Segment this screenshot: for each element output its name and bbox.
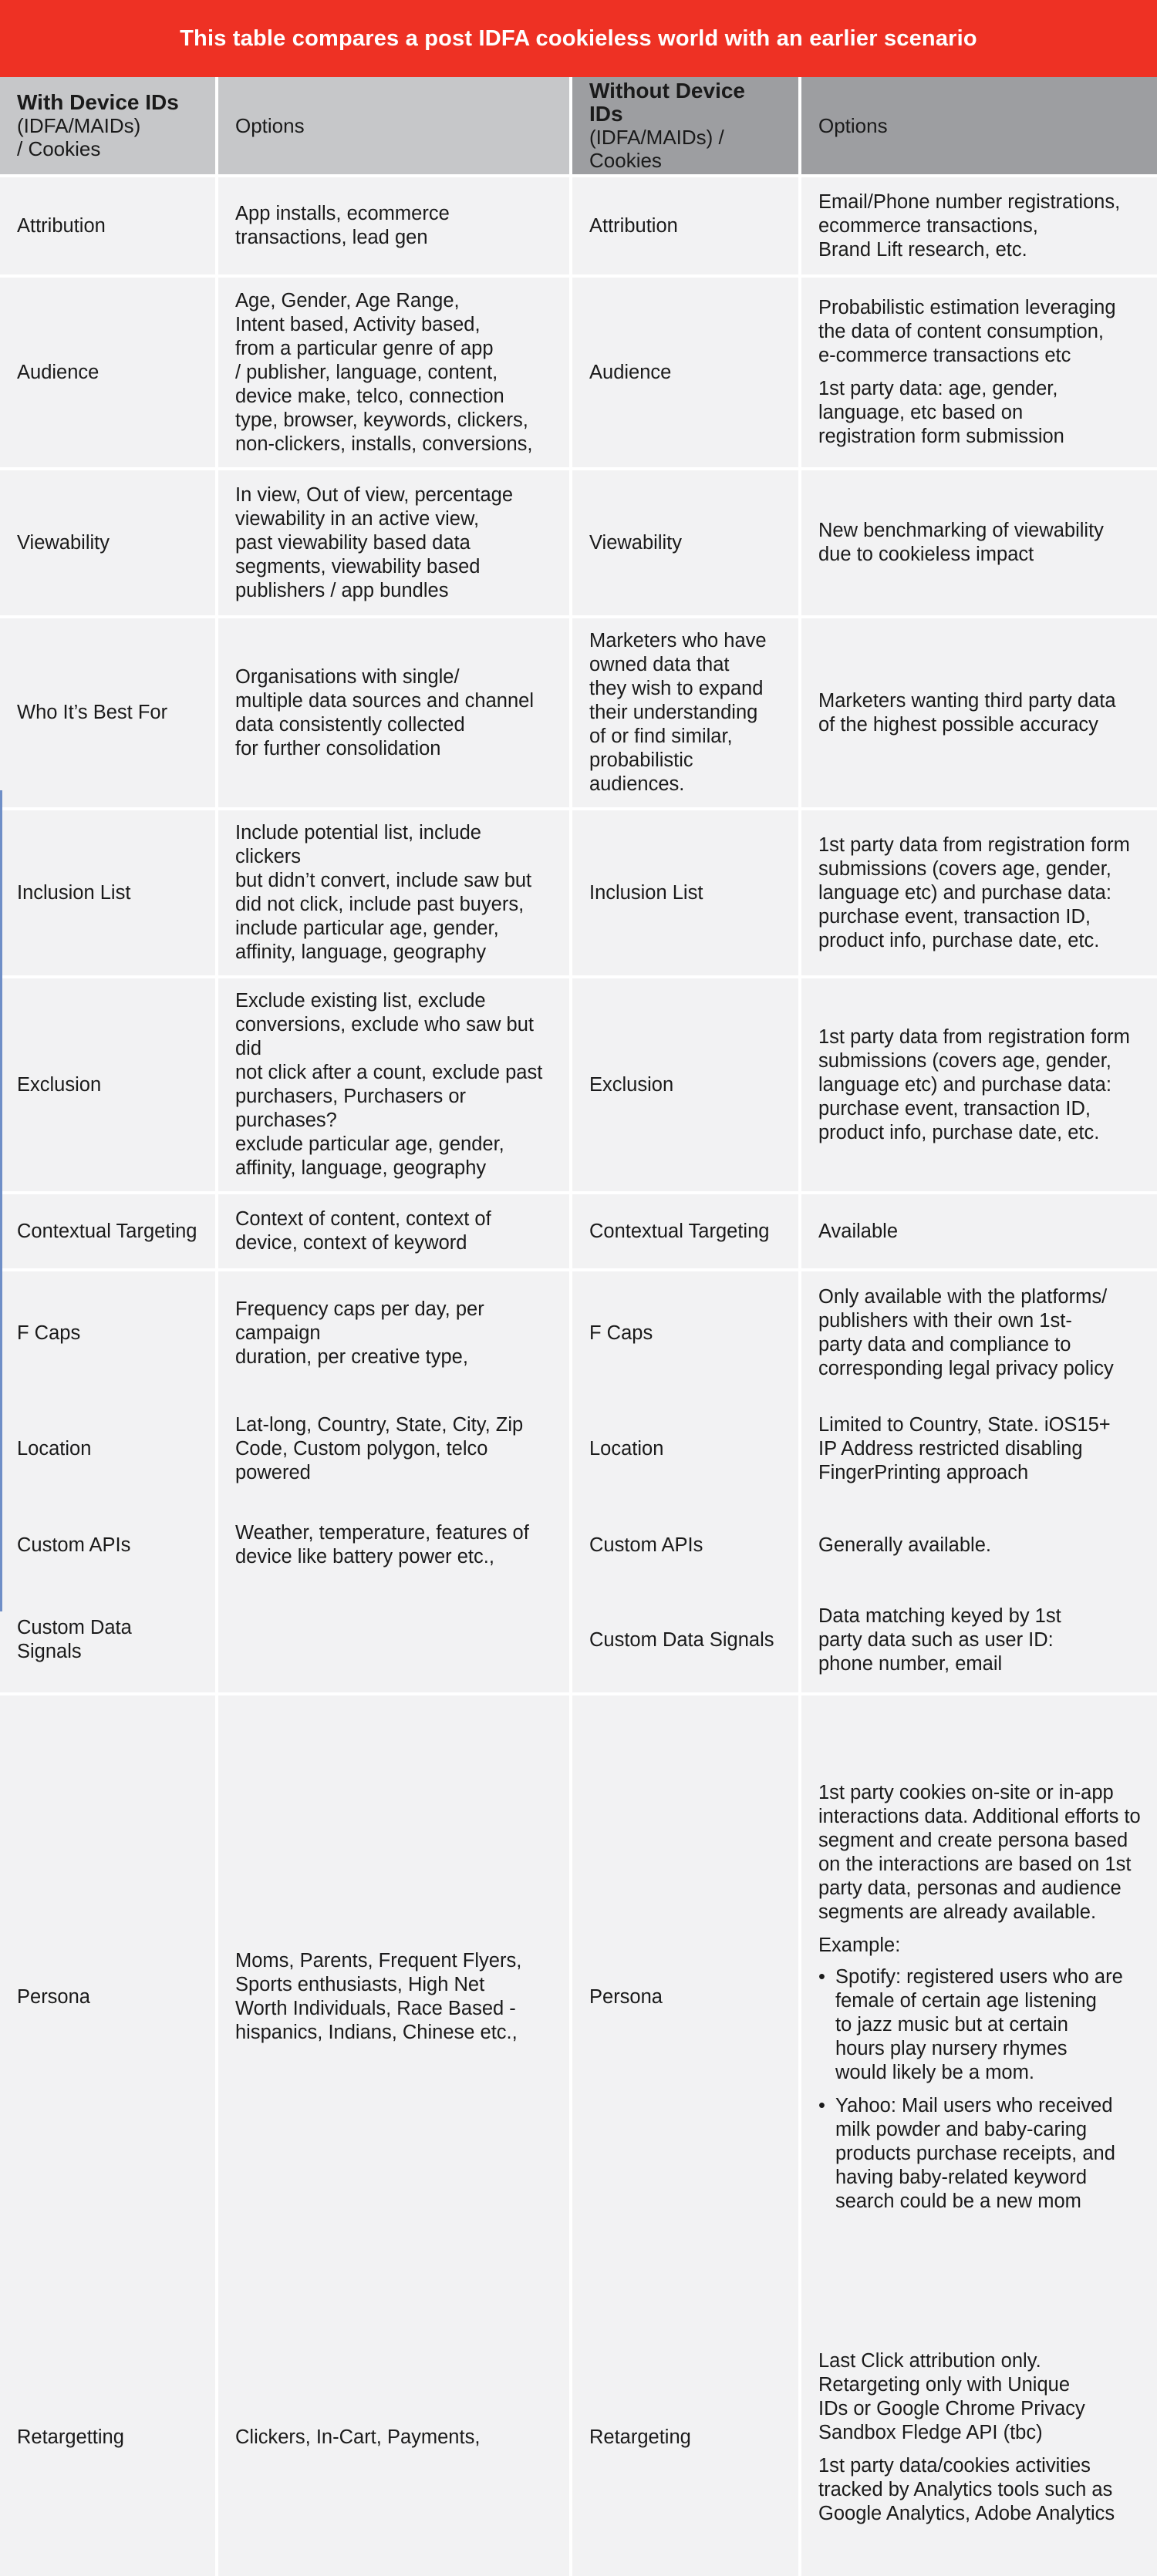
- header-with-device-ids: With Device IDs (IDFA/MAIDs) / Cookies: [0, 77, 218, 177]
- row-label-without: Exclusion: [572, 978, 801, 1194]
- row-label-without: Contextual Targeting: [572, 1194, 801, 1271]
- row-label-without: Inclusion List: [572, 810, 801, 978]
- row-label: Location: [0, 1395, 218, 1503]
- without-options-cell: Only available with the platforms/ publishers with their own 1st- party data and compliance to corresponding legal privacy policy: [801, 1271, 1157, 1395]
- header-options-without: Options: [801, 77, 1157, 177]
- without-options-cell: New benchmarking of viewability due to cookieless impact: [801, 470, 1157, 618]
- with-options-cell: In view, Out of view, percentage viewability in an active view, past viewability based data segments, viewability based publishers / app bundles: [218, 470, 572, 618]
- row-label-without: Attribution: [572, 177, 801, 278]
- with-options-cell: Exclude existing list, exclude conversions, exclude who saw but did not click after a count, exclude past purchasers, Purchasers or purchases? exclude particular age, gender, affinity, language, geography: [218, 978, 572, 1194]
- accent-line: [0, 790, 2, 1611]
- row-label: Who It’s Best For: [0, 618, 218, 810]
- without-options-cell: 1st party data from registration form submissions (covers age, gender, language etc) and purchase data: purchase event, transaction ID, product info, purchase date, etc.: [801, 810, 1157, 978]
- comparison-table: [0, 77, 1157, 2576]
- table-row-exclusion: [0, 978, 1157, 1194]
- without-options-cell: Last Click attribution only. Retargeting only with Unique IDs or Google Chrome Privacy Sandbox Fledge API (tbc) 1st party data/cookies activities tracked by Analytics tools such as Google Analytics, Adobe Analytics: [801, 2298, 1157, 2576]
- row-label-without: Persona: [572, 1695, 801, 2298]
- row-label-without: Marketers who have owned data that they wish to expand their understanding of or find similar, probabilistic audiences.: [572, 618, 801, 810]
- table-row-custom-data-signals: [0, 1588, 1157, 1695]
- row-label: Viewability: [0, 470, 218, 618]
- row-label: Audience: [0, 278, 218, 470]
- row-label: Contextual Targeting: [0, 1194, 218, 1271]
- without-options-cell: 1st party cookies on-site or in-app interactions data. Additional efforts to segment and create persona based on the interactions are based on 1st party data, personas and audience segments are already available. Example: • Spotify: registered users who are female of certain age listening to jazz music but at certain hours play nursery rhymes would likely be a mom. • Yahoo: Mail users who received milk powder and baby-caring products purchase receipts, and having baby-related keyword search could be a new mom: [801, 1695, 1157, 2298]
- table-row-viewability: [0, 470, 1157, 618]
- table-row-persona: [0, 1695, 1157, 2298]
- row-label-without: Location: [572, 1395, 801, 1503]
- with-options-cell: Context of content, context of device, context of keyword: [218, 1194, 572, 1271]
- row-label-without: F Caps: [572, 1271, 801, 1395]
- with-options-cell: [218, 1588, 572, 1695]
- row-label-without: Custom Data Signals: [572, 1588, 801, 1695]
- row-label: Retargetting: [0, 2298, 218, 2576]
- without-options-cell: Email/Phone number registrations, ecommerce transactions, Brand Lift research, etc.: [801, 177, 1157, 278]
- with-options-cell: Lat-long, Country, State, City, Zip Code, Custom polygon, telco powered: [218, 1395, 572, 1503]
- with-options-cell: Frequency caps per day, per campaign duration, per creative type,: [218, 1271, 572, 1395]
- table-row-inclusion-list: [0, 810, 1157, 978]
- list-item: • Spotify: registered users who are female of certain age listening to jazz music but at certain hours play nursery rhymes would likely be a mom.: [818, 1965, 1146, 2085]
- table-row-location: [0, 1395, 1157, 1503]
- list-item: • Yahoo: Mail users who received milk powder and baby-caring products purchase receipts, and having baby-related keyword search could be a new mom: [818, 2094, 1146, 2214]
- table-row-audience: [0, 278, 1157, 470]
- without-options-cell: Available: [801, 1194, 1157, 1271]
- row-label: Attribution: [0, 177, 218, 278]
- row-label-without: Retargeting: [572, 2298, 801, 2576]
- with-options-cell: Moms, Parents, Frequent Flyers, Sports enthusiasts, High Net Worth Individuals, Race Based - hispanics, Indians, Chinese etc.,: [218, 1695, 572, 2298]
- with-options-cell: App installs, ecommerce transactions, lead gen: [218, 177, 572, 278]
- with-options-cell: Include potential list, include clickers but didn’t convert, include saw but did not click, include past buyers, include particular age, gender, affinity, language, geography: [218, 810, 572, 978]
- without-options-cell: Probabilistic estimation leveraging the data of content consumption, e-commerce transactions etc 1st party data: age, gender, language, etc based on registration form submission: [801, 278, 1157, 470]
- row-label: Inclusion List: [0, 810, 218, 978]
- persona-example-list: [818, 1965, 1146, 2214]
- table-row-best-for: [0, 618, 1157, 810]
- table-row-attribution: [0, 177, 1157, 278]
- table-title: This table compares a post IDFA cookieless world with an earlier scenario: [180, 25, 977, 51]
- table-row-f-caps: [0, 1271, 1157, 1395]
- header-options-with: Options: [218, 77, 572, 177]
- row-label-without: Viewability: [572, 470, 801, 618]
- with-options-cell: Clickers, In-Cart, Payments,: [218, 2298, 572, 2576]
- row-label: Custom APIs: [0, 1503, 218, 1588]
- with-options-cell: Weather, temperature, features of device like battery power etc.,: [218, 1503, 572, 1588]
- table-row-contextual-targeting: [0, 1194, 1157, 1271]
- row-label: Exclusion: [0, 978, 218, 1194]
- without-options-cell: Generally available.: [801, 1503, 1157, 1588]
- row-label: F Caps: [0, 1271, 218, 1395]
- row-label: Custom Data Signals: [0, 1588, 218, 1695]
- table-title-banner: [0, 0, 1157, 77]
- without-options-cell: Marketers wanting third party data of the highest possible accuracy: [801, 618, 1157, 810]
- without-options-cell: Limited to Country, State. iOS15+ IP Address restricted disabling FingerPrinting approach: [801, 1395, 1157, 1503]
- row-label-without: Custom APIs: [572, 1503, 801, 1588]
- table-row-retargeting: [0, 2298, 1157, 2576]
- without-options-cell: 1st party data from registration form submissions (covers age, gender, language etc) and purchase data: purchase event, transaction ID, product info, purchase date, etc.: [801, 978, 1157, 1194]
- without-options-cell: Data matching keyed by 1st party data such as user ID: phone number, email: [801, 1588, 1157, 1695]
- header-without-device-ids: Without Device IDs (IDFA/MAIDs) / Cookies: [572, 77, 801, 177]
- header-row: [0, 77, 1157, 177]
- with-options-cell: Organisations with single/ multiple data sources and channel data consistently collected for further consolidation: [218, 618, 572, 810]
- with-options-cell: Age, Gender, Age Range, Intent based, Activity based, from a particular genre of app / publisher, language, content, device make, telco, connection type, browser, keywords, clickers, non-clickers, installs, conversions,: [218, 278, 572, 470]
- row-label: Persona: [0, 1695, 218, 2298]
- row-label-without: Audience: [572, 278, 801, 470]
- table-row-custom-apis: [0, 1503, 1157, 1588]
